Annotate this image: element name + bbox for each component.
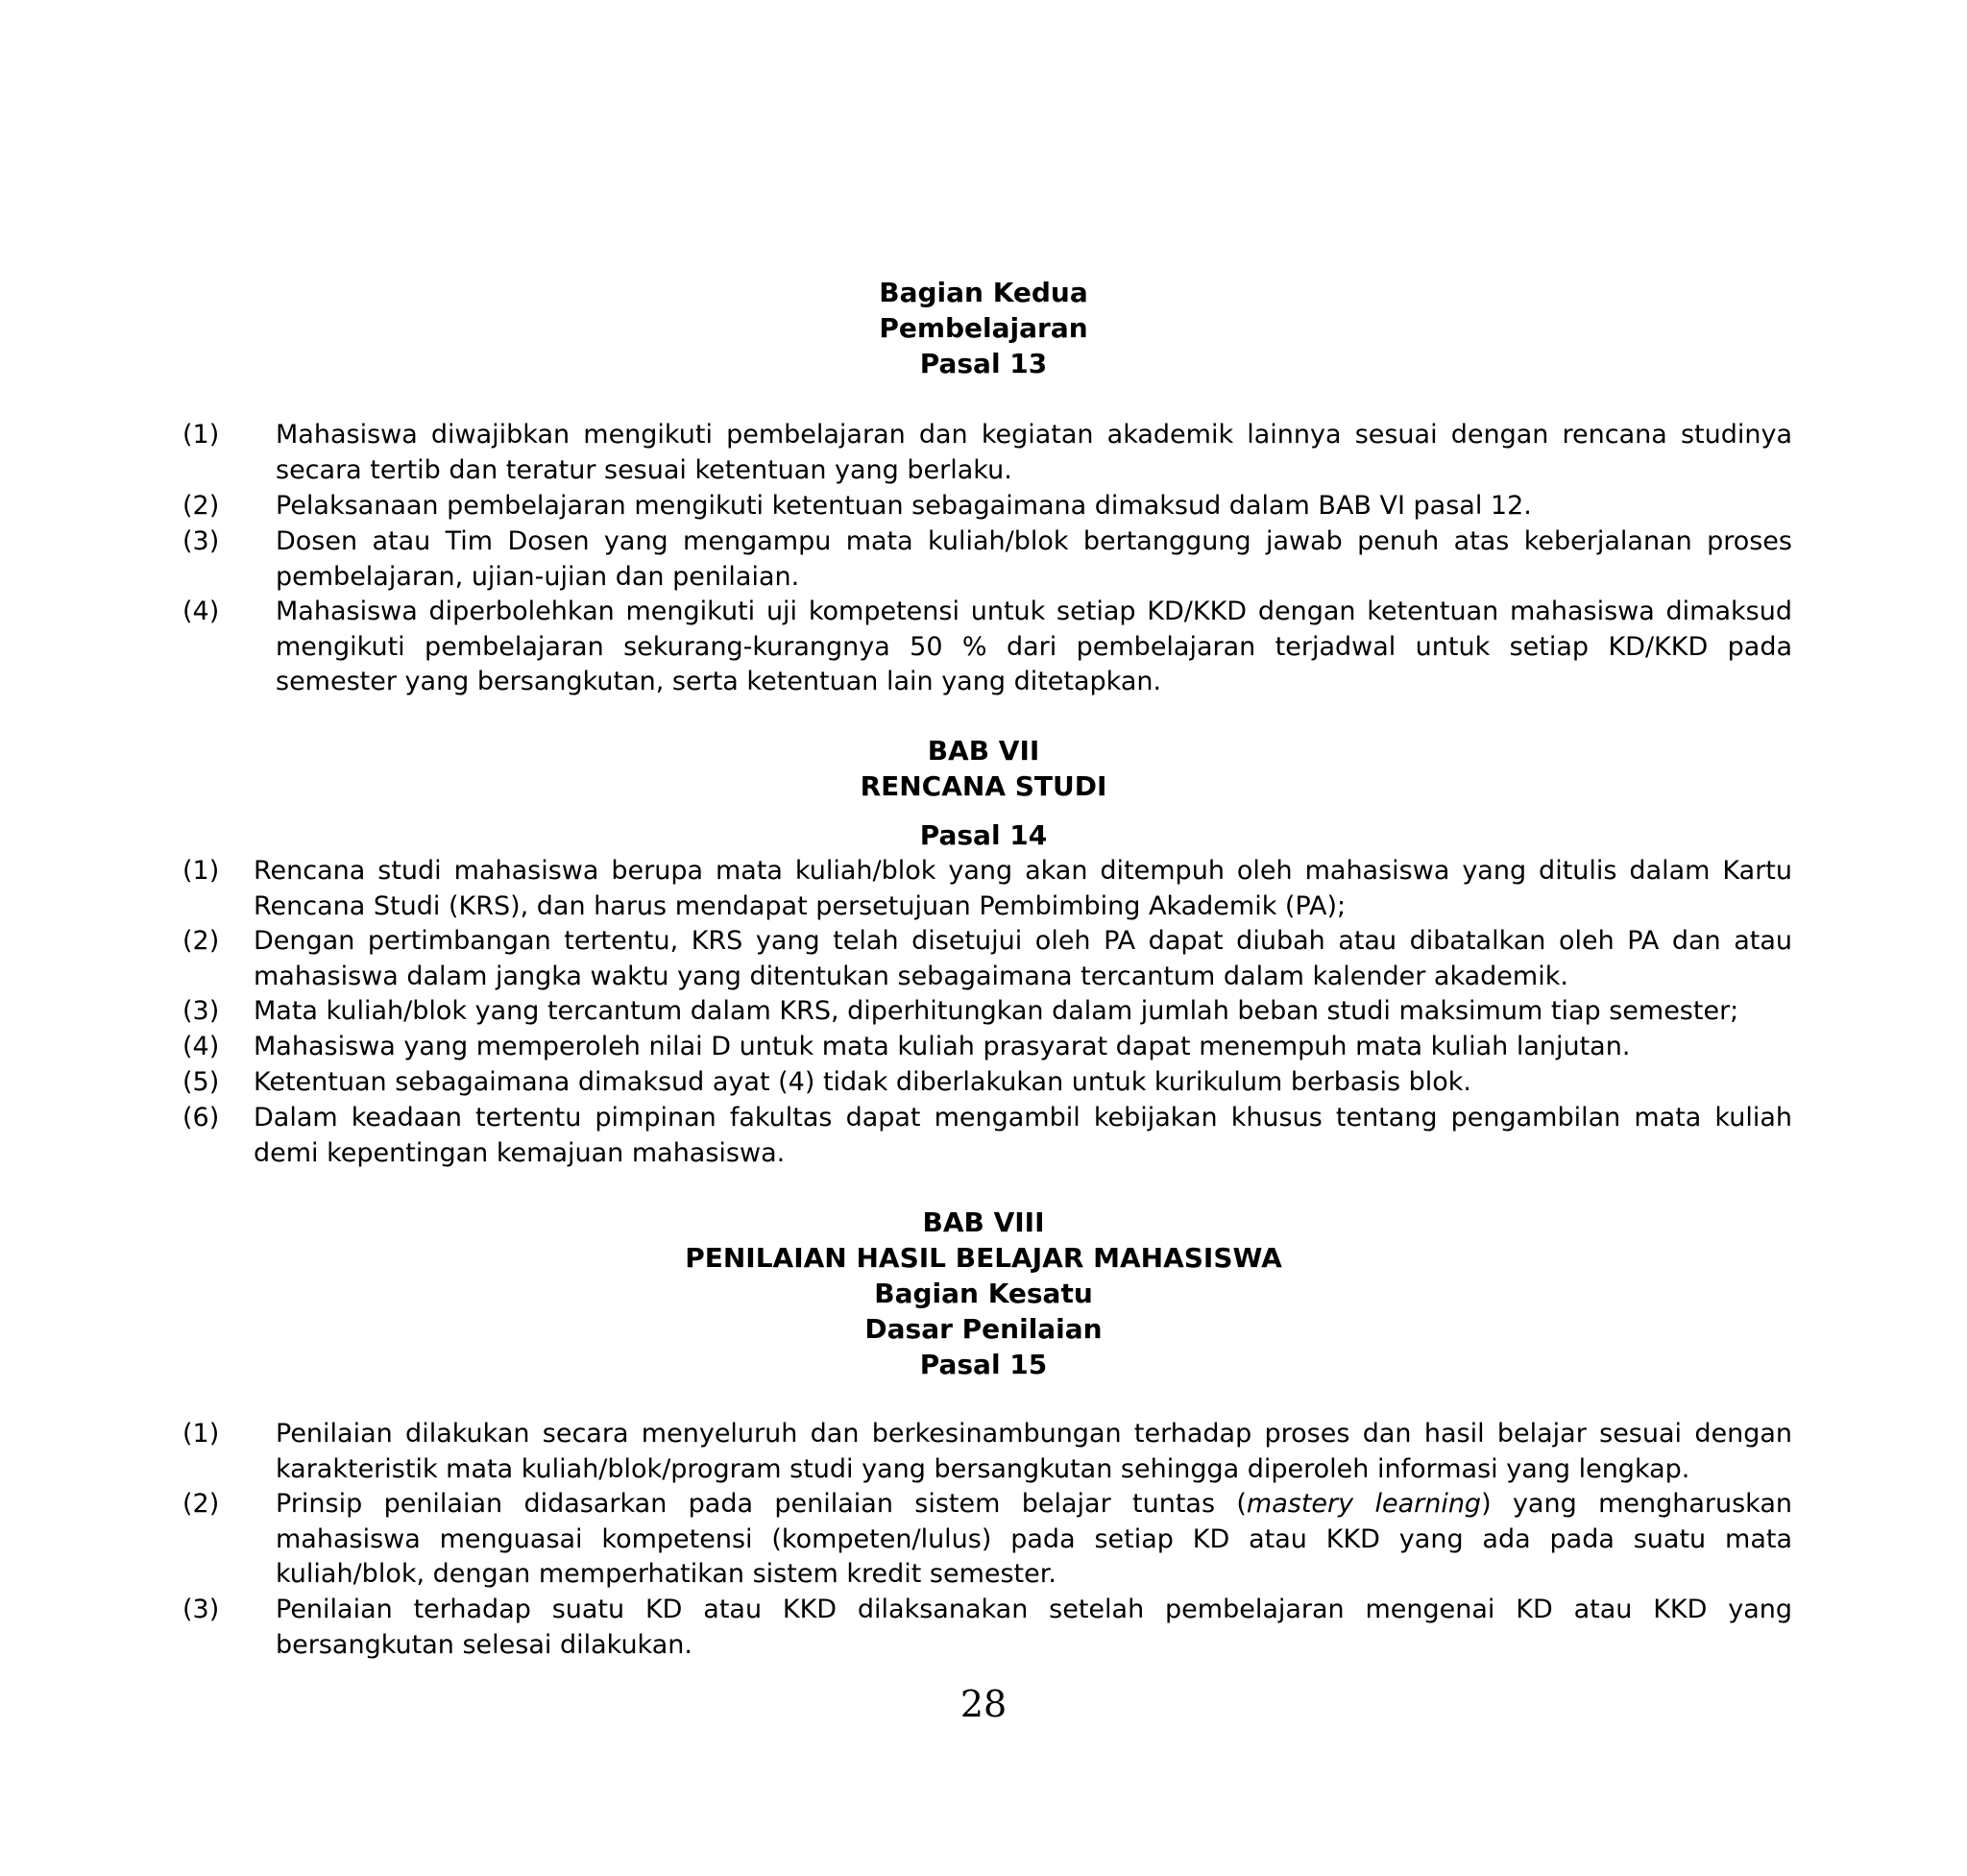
list-item [182,595,1792,700]
section-heading: Bagian Kesatu [874,1278,1093,1309]
list-item [182,489,1792,524]
item-number: (2) [182,926,220,956]
list-item [182,1065,1792,1101]
item-text: Mahasiswa diwajibkan mengikuti pembelajaran dan kegiatan akademik lainnya sesuai dengan rencana studinya secara tertib dan teratur sesuai ketentuan yang berlaku. [276,420,1792,485]
chapter-title: PENILAIAN HASIL BELAJAR MAHASISWA [685,1242,1282,1274]
list-item [182,1593,1792,1663]
item-number: (4) [182,1032,220,1061]
item-text [276,1487,1792,1593]
item-number: (1) [182,856,220,886]
pasal-heading: Pasal 13 [919,348,1048,379]
item-text: Penilaian terhadap suatu KD atau KKD dilaksanakan setelah pembelajaran mengenai KD atau KKD yang bersangkutan selesai dilakukan. [276,1595,1792,1660]
list-item [182,1101,1792,1171]
item-text: Mata kuliah/blok yang tercantum dalam KRS, diperhitungkan dalam jumlah beban studi maksimum tiap semester; [254,996,1739,1026]
item-text: Dalam keadaan tertentu pimpinan fakultas dapat mengambil kebijakan khusus tentang pengambilan mata kuliah demi kepentingan kemajuan mahasiswa. [254,1103,1792,1168]
item-number: (5) [182,1067,220,1097]
page-number: 28 [959,1683,1008,1725]
list-item [182,1030,1792,1065]
item-text: Ketentuan sebagaimana dimaksud ayat (4) tidak diberlakukan untuk kurikulum berbasis blok. [254,1067,1471,1097]
list-item [182,924,1792,994]
item-number: (2) [182,1489,220,1519]
item-text: Dosen atau Tim Dosen yang mengampu mata kuliah/blok bertanggung jawab penuh atas keberjalanan proses pembelajaran, ujian-ujian dan penilaian. [276,526,1792,592]
item-number: (3) [182,996,220,1026]
list-item [182,1417,1792,1487]
chapter-heading: BAB VIII [922,1206,1045,1238]
item-number: (1) [182,1419,220,1449]
pasal-heading: Pasal 14 [919,819,1048,851]
section-title: Pembelajaran [879,312,1088,344]
list-item [182,418,1792,488]
chapter-title: RENCANA STUDI [860,770,1107,802]
item-number: (6) [182,1103,220,1133]
item-text-italic: mastery learning [1246,1489,1482,1519]
item-number: (1) [182,420,220,450]
item-number: (3) [182,526,220,556]
item-text: Rencana studi mahasiswa berupa mata kuliah/blok yang akan ditempuh oleh mahasiswa yang ditulis dalam Kartu Rencana Studi (KRS), dan harus mendapat persetujuan Pembimbing Akademik (PA); [254,856,1792,921]
list-item [182,524,1792,595]
item-number: (4) [182,597,220,626]
section-heading: Bagian Kedua [879,277,1088,308]
item-text: Penilaian dilakukan secara menyeluruh dan berkesinambungan terhadap proses dan hasil belajar sesuai dengan karakteristik mata kuliah/blok/program studi yang bersangkutan sehingga diperoleh informasi yang lengkap. [276,1419,1792,1484]
item-number: (3) [182,1595,220,1624]
item-text: Mahasiswa diperbolehkan mengikuti uji kompetensi untuk setiap KD/KKD dengan ketentuan mahasiswa dimaksud mengikuti pembelajaran sekurang-kurangnya 50 % dari pembelajaran terjadwal untuk setiap KD/KKD pada semester yang bersangkutan, serta ketentuan lain yang ditetapkan. [276,597,1792,696]
item-text: Dengan pertimbangan tertentu, KRS yang telah disetujui oleh PA dapat diubah atau dibatalkan oleh PA dan atau mahasiswa dalam jangka waktu yang ditentukan sebagaimana tercantum dalam kalender akademik. [254,926,1792,991]
list-item [182,854,1792,924]
item-text-part: Prinsip penilaian didasarkan pada penilaian sistem belajar tuntas ( [276,1489,1247,1519]
item-text: Pelaksanaan pembelajaran mengikuti ketentuan sebagaimana dimaksud dalam BAB VI pasal 12. [276,491,1532,521]
chapter-heading: BAB VII [927,735,1040,767]
item-text-part: ) yang mengharuskan mahasiswa menguasai kompetensi (kompeten/lulus) pada setiap KD atau KKD yang ada pada suatu mata kuliah/blok, dengan memperhatikan sistem kredit semester. [276,1489,1792,1589]
list-item [182,1487,1792,1593]
pasal-heading: Pasal 15 [919,1349,1048,1380]
item-text: Mahasiswa yang memperoleh nilai D untuk mata kuliah prasyarat dapat menempuh mata kuliah lanjutan. [254,1032,1631,1061]
section-subtitle: Dasar Penilaian [864,1313,1103,1345]
item-number: (2) [182,491,220,521]
list-item [182,994,1792,1030]
